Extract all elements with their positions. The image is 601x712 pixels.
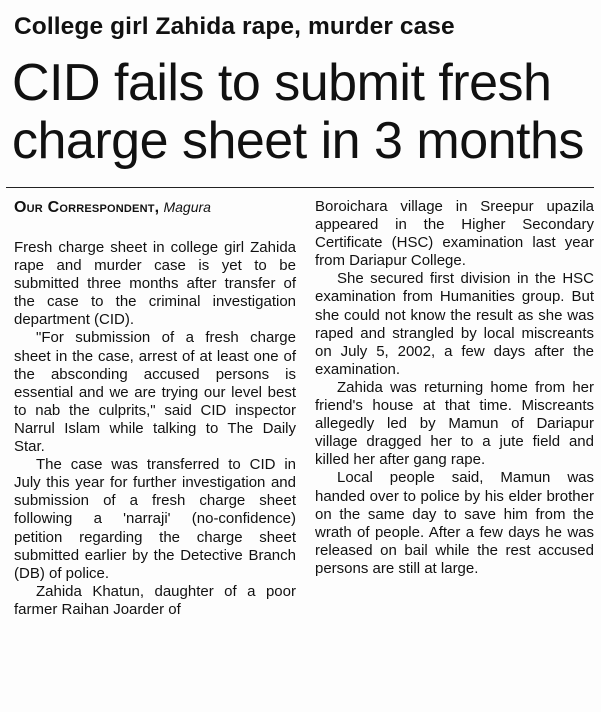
paragraph: Zahida Khatun, daughter of a poor farmer Raihan Joarder of [14,582,296,618]
byline [14,198,296,217]
headline-divider [6,187,594,188]
kicker-headline: College girl Zahida rape, murder case [14,13,455,40]
paragraph: The case was transferred to CID in July this year for further investigation and submission of a fresh charge sheet following a 'narraji' (no-confidence) petition regarding the charge sheet submitted earlier by the Detective Branch (DB) of police. [14,456,296,582]
paragraph: Zahida was returning home from her friend's house at that time. Miscreants allegedly led by Mamun of Dariapur village dragged her to a jute field and killed her after gang rape. [315,378,594,469]
byline-location: Magura [163,199,211,215]
headline-line-1: CID fails to submit fresh [12,54,552,112]
paragraph: Fresh charge sheet in college girl Zahida rape and murder case is yet to be submitted three months after transfer of the case to the criminal investigation department (CID). [14,239,296,329]
headline-line-2: charge sheet in 3 months [12,112,584,170]
paragraph: Local people said, Mamun was handed over to police by his elder brother on the same day to save him from the wrath of people. After a few days he was released on bail while the rest accused persons are still at large. [315,469,594,577]
paragraph: "For submission of a fresh charge sheet in the case, arrest of at least one of the absconding accused persons is essential and we are trying our level best to nab the culprits," said CID inspector Narrul Islam while talking to The Daily Star. [14,329,296,456]
article-column-right [315,198,594,578]
main-headline [12,54,584,170]
paragraph: She secured first division in the HSC examination from Humanities group. But she could not know the result as she was raped and strangled by local miscreants on July 5, 2002, a few days after the examination. [315,270,594,378]
paragraph: Boroichara village in Sreepur upazila appeared in the Higher Secondary Certificate (HSC) examination last year from Dariapur College. [315,198,594,270]
article-column-left [14,198,296,619]
byline-name: Our Correspondent, [14,199,160,216]
